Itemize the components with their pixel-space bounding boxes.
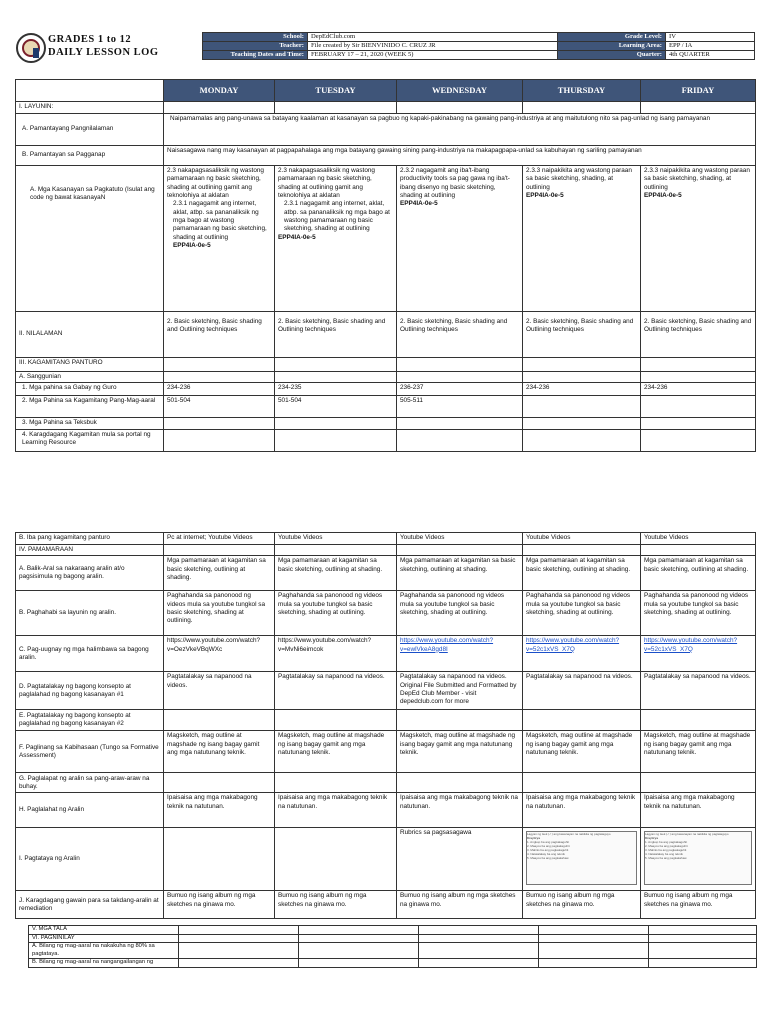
- table-cell: Paghahanda sa panonood ng videos mula sa youtube tungkol sa basic sketching, shading at outlining.: [523, 591, 641, 636]
- table-cell: Paghahanda sa panonood ng videos mula sa youtube tungkol sa basic sketching, shading at outlining.: [164, 591, 275, 636]
- table-cell: 236-237: [397, 383, 523, 396]
- depedclub-note: Original File Submitted and Formatted by DepEd Club Member - visit depedclub.com for more: [400, 681, 517, 706]
- row-label-karagdagang-gawain: J. Karagdagang gawain para sa takdang-aralin at remediation: [16, 891, 164, 919]
- day-header-wednesday: WEDNESDAY: [397, 80, 523, 102]
- table-cell: Bumuo ng isang album ng mga sketches na ginawa mo.: [275, 891, 397, 919]
- table-cell: Ipaisaisa ang mga makabagong teknik na natutunan.: [641, 793, 756, 828]
- row-label-learning-resource: 4. Karagdagang Kagamitan mula sa portal ng Learning Resource: [16, 429, 164, 451]
- table-cell: Mga pamamaraan at kagamitan sa basic sketching, outlining at shading.: [641, 556, 756, 591]
- section-mga-tala: V. MGA TALA: [29, 926, 179, 935]
- video-link-wednesday[interactable]: https://www.youtube.com/watch?v=ewlVkeA8gd8I: [397, 636, 523, 672]
- competency-thursday: 2.3.3 naipakikita ang wastong paraan sa basic sketching, shading, at outlining EPP4IA-0e-5: [523, 166, 641, 312]
- row-label-teksbuk: 3. Mga Pahina sa Teksbuk: [16, 418, 164, 429]
- content-standard-text: Naipamamalas ang pang-unawa sa batayang kaalaman at kasanayan sa pagbuo ng kapaki-pakinabang na gawaing pang-industriya at ang maitutulong nito sa pag-unlad ng isang pamayanan: [164, 114, 756, 146]
- blank-header-cell: [16, 80, 164, 102]
- table-cell: Bumuo ng isang album ng mga sketches na ginawa mo.: [641, 891, 756, 919]
- row-label-pamantayan-sa-pagganap: B. Pamantayan sa Pagganap: [16, 146, 164, 166]
- table-cell: [641, 396, 756, 418]
- table-cell: Pagtatalakay sa napanood na videos.: [641, 672, 756, 710]
- content-tuesday: 2. Basic sketching, Basic shading and Outlining techniques: [275, 312, 397, 358]
- table-cell: 501-504: [275, 396, 397, 418]
- table-cell: Paghahanda sa panonood ng videos mula sa youtube tungkol sa basic sketching, shading at outlining.: [275, 591, 397, 636]
- table-cell: 234-235: [275, 383, 397, 396]
- quarter-value: 4th QUARTER: [666, 51, 755, 60]
- table-cell: Magsketch, mag outline at magshade ng isang bagay gamit ang mga natutunang teknik.: [275, 731, 397, 773]
- table-cell: 234-236: [523, 383, 641, 396]
- table-cell: Mga pamamaraan at kagamitan sa basic sketching, outlining at shading.: [164, 556, 275, 591]
- rubric-thumbnail-thursday: Lagyan ng tsek (✓) ang kasanayan na nakikita ng pagtataguyo Kraytirya 1. Angkop ba ang pagkakaguhit 2. Maayos ba ang pagkakaguhit 3. Malinis ba ang pagkakaguhit 4. Natatalakay ba ang teknik 5. Maayos ba ang pagkakahaw: [523, 828, 641, 891]
- row-label-pagtatalakay-2: E. Pagtatalakay ng bagong konsepto at paglalahad ng bagong kasanayan #2: [16, 710, 164, 731]
- section-layunin: I. LAYUNIN:: [16, 102, 164, 114]
- header-info-table: [202, 32, 755, 60]
- section-kagamitang-panturo: III. KAGAMITANG PANTURO: [16, 358, 164, 372]
- table-cell: Magsketch, mag outline at magshade ng isang bagay gamit ang mga natutunang teknik.: [397, 731, 523, 773]
- table-cell: 234-236: [164, 383, 275, 396]
- table-cell: 501-504: [164, 396, 275, 418]
- grade-value: IV: [666, 33, 755, 42]
- dates-label: Teaching Dates and Time:: [203, 51, 308, 60]
- row-label-paglinang: F. Paglinang sa Kabihasaan (Tungo sa Formative Assessment): [16, 731, 164, 773]
- table-cell: Pc at internet; Youtube Videos: [164, 533, 275, 545]
- content-friday: 2. Basic sketching, Basic shading and Outlining techniques: [641, 312, 756, 358]
- rubrics-cell: Rubrics sa pagsasagawa: [397, 828, 523, 891]
- day-header-friday: FRIDAY: [641, 80, 756, 102]
- row-label-paghahabi: B. Paghahabi sa layunin ng aralin.: [16, 591, 164, 636]
- performance-standard-text: Naisasagawa nang may kasanayan at pagpapahalaga ang mga batayang gawaing sining pang-industriya na makapagpapa-unlad sa kabuhayan ng sariling pamayanan: [164, 146, 756, 166]
- table-cell: Paghahanda sa panonood ng videos mula sa youtube tungkol sa basic sketching, shading at outlining.: [397, 591, 523, 636]
- reflection-table: [28, 925, 757, 968]
- table-cell: [523, 396, 641, 418]
- row-label-balik-aral: A. Balik-Aral sa nakaraang aralin at/o pagsisimula ng bagong aralin.: [16, 556, 164, 591]
- day-header-monday: MONDAY: [164, 80, 275, 102]
- row-label-80-percent: A. Bilang ng mag-aaral na nakakuha ng 80% sa pagtataya.: [29, 943, 179, 959]
- video-link-monday[interactable]: https://www.youtube.com/watch?v=OezVkeVBqWXc: [164, 636, 275, 672]
- table-cell: Youtube Videos: [397, 533, 523, 545]
- row-label-pamantayang-pangnilalaman: A. Pamantayang Pangnilalaman: [16, 114, 164, 146]
- table-cell: Ipaisaisa ang mga makabagong teknik na natutunan.: [523, 793, 641, 828]
- quarter-label: Quarter:: [558, 51, 666, 60]
- table-cell: 234-236: [641, 383, 756, 396]
- video-link-thursday[interactable]: https://www.youtube.com/watch?v=52c1xVS_X7Q: [523, 636, 641, 672]
- row-label-kagamitang-pang-mag-aaral: 2. Mga Pahina sa Kagamitang Pang-Mag-aaral: [16, 396, 164, 418]
- video-link-friday[interactable]: https://www.youtube.com/watch?v=52c1xVS_X7Q: [641, 636, 756, 672]
- row-label-gabay-ng-guro: 1. Mga pahina sa Gabay ng Guro: [16, 383, 164, 396]
- teacher-label: Teacher:: [203, 42, 308, 51]
- row-label-pagtataya: I. Pagtataya ng Aralin: [16, 828, 164, 891]
- school-label: School:: [203, 33, 308, 42]
- row-label-sanggunian: A. Sanggunian: [16, 372, 164, 383]
- content-wednesday: 2. Basic sketching, Basic shading and Outlining techniques: [397, 312, 523, 358]
- row-label-iba-pang-kagamitan: B. Iba pang kagamitang panturo: [16, 533, 164, 545]
- row-label-paglalahat: H. Paglalahat ng Aralin: [16, 793, 164, 828]
- table-cell: Ipaisaisa ang mga makabagong teknik na natutunan.: [275, 793, 397, 828]
- table-cell: Mga pamamaraan at kagamitan sa basic sketching, outlining at shading.: [397, 556, 523, 591]
- content-monday: 2. Basic sketching, Basic shading and Outlining techniques: [164, 312, 275, 358]
- row-label-paglalapat: G. Paglalapat ng aralin sa pang-araw-araw na buhay.: [16, 773, 164, 793]
- table-cell: Magsketch, mag outline at magshade ng isang bagay gamit ang mga natutunang teknik.: [523, 731, 641, 773]
- page-title: [48, 33, 159, 59]
- table-cell: Bumuo ng isang album ng mga sketches na ginawa mo.: [164, 891, 275, 919]
- table-cell: Youtube Videos: [275, 533, 397, 545]
- area-label: Learning Area:: [558, 42, 666, 51]
- deped-seal-logo: [16, 33, 46, 63]
- section-pagninilay: VI. PAGNINILAY: [29, 934, 179, 943]
- dates-value: FEBRUARY 17 – 21, 2020 (WEEK 5): [308, 51, 558, 60]
- row-label-pagtatalakay-1: D. Pagtatalakay ng bagong konsepto at paglalahad ng bagong kasanayan #1: [16, 672, 164, 710]
- table-cell: Youtube Videos: [641, 533, 756, 545]
- content-thursday: 2. Basic sketching, Basic shading and Outlining techniques: [523, 312, 641, 358]
- table-cell: Bumuo ng isang album ng mga sketches na ginawa mo.: [523, 891, 641, 919]
- table-cell: Bumuo ng isang album ng mga sketches na ginawa mo.: [397, 891, 523, 919]
- table-cell: Mga pamamaraan at kagamitan sa basic sketching, outlining at shading.: [275, 556, 397, 591]
- table-cell: Pagtatalakay sa napanood na videos.: [275, 672, 397, 710]
- competency-friday: 2.3.3 naipakikita ang wastong paraan sa basic sketching, shading, at outlining EPP4IA-0e-5: [641, 166, 756, 312]
- table-cell: Pagtatalakay sa napanood na videos. Original File Submitted and Formatted by DepEd Club Member - visit depedclub.com for more: [397, 672, 523, 710]
- title-line-1: GRADES 1 to 12: [48, 34, 132, 45]
- table-cell: Paghahanda sa panonood ng videos mula sa youtube tungkol sa basic sketching, shading at outlining.: [641, 591, 756, 636]
- rubric-thumbnail-friday: Lagyan ng tsek (✓) ang kasanayan na nakikita ng pagtataguyo Kraytirya 1. Angkop ba ang pagkakaguhit 2. Maayos ba ang pagkakaguhit 3. Malinis ba ang pagkakaguhit 4. Natatalakay ba ang teknik 5. Maayos ba ang pagkakahaw: [641, 828, 756, 891]
- table-cell: Ipaisaisa ang mga makabagong teknik na natutunan.: [164, 793, 275, 828]
- table-cell: Pagtatalakay sa napanood na videos.: [164, 672, 275, 710]
- table-cell: Ipaisaisa ang mga makabagong teknik na natutunan.: [397, 793, 523, 828]
- video-link-tuesday[interactable]: https://www.youtube.com/watch?v=MvNi6eimcok: [275, 636, 397, 672]
- school-value: DepEdClub.com: [308, 33, 558, 42]
- area-value: EPP / IA: [666, 42, 755, 51]
- table-cell: Youtube Videos: [523, 533, 641, 545]
- competency-monday: 2.3 nakapagsasaliksik ng wastong pamamaraan ng basic sketching, shading at outlining gamit ang teknolohiya at aklatan 2.3.1 nagagamit ang internet, aklat, atbp. sa pananaliksik ng mga bago at wastong pamamaraan ng basic sketching, shading at outlining EPP4IA-0e-5: [164, 166, 275, 312]
- table-cell: Magsketch, mag outline at magshade ng isang bagay gamit ang mga natutunang teknik.: [164, 731, 275, 773]
- lesson-log-table-1: [15, 79, 756, 452]
- table-cell: 505-511: [397, 396, 523, 418]
- teacher-value: File created by Sir BIENVINIDO C. CRUZ JR: [308, 42, 558, 51]
- title-line-2: DAILY LESSON LOG: [48, 47, 159, 58]
- row-label-nilalaman: II. NILALAMAN: [16, 312, 164, 358]
- row-label-pag-uugnay: C. Pag-uugnay ng mga halimbawa sa bagong aralin.: [16, 636, 164, 672]
- day-header-tuesday: TUESDAY: [275, 80, 397, 102]
- table-cell: Magsketch, mag outline at magshade ng isang bagay gamit ang mga natutunang teknik.: [641, 731, 756, 773]
- table-cell: Pagtatalakay sa napanood na videos.: [523, 672, 641, 710]
- competency-tuesday: 2.3 nakapagsasaliksik ng wastong pamamaraan ng basic sketching, shading at outlining gamit ang teknolohiya at aklatan 2.3.1 nagagamit ang internet, aklat, atbp. sa pananaliksik ng mga bago at wastong pamamaraan ng basic sketching, shading at outlining EPP4IA-0e-5: [275, 166, 397, 312]
- competency-wednesday: 2.3.2 nagagamit ang iba't-ibang productivity tools sa pag gawa ng iba't-ibang disenyo ng basic sketching, shading at outlining EPP4IA-0e-5: [397, 166, 523, 312]
- row-label-kasanayan: A. Mga Kasanayan sa Pagkatuto (Isulat ang code ng bawat kasanayaN: [16, 166, 164, 312]
- grade-label: Grade Level:: [558, 33, 666, 42]
- table-cell: Mga pamamaraan at kagamitan sa basic sketching, outlining at shading.: [523, 556, 641, 591]
- lesson-log-table-2: [15, 532, 756, 919]
- day-header-thursday: THURSDAY: [523, 80, 641, 102]
- section-pamamaraan: IV. PAMAMARAAN: [16, 545, 164, 556]
- row-label-nangangailangan: B. Bilang ng mag-aaral na nangangailangan ng: [29, 959, 179, 968]
